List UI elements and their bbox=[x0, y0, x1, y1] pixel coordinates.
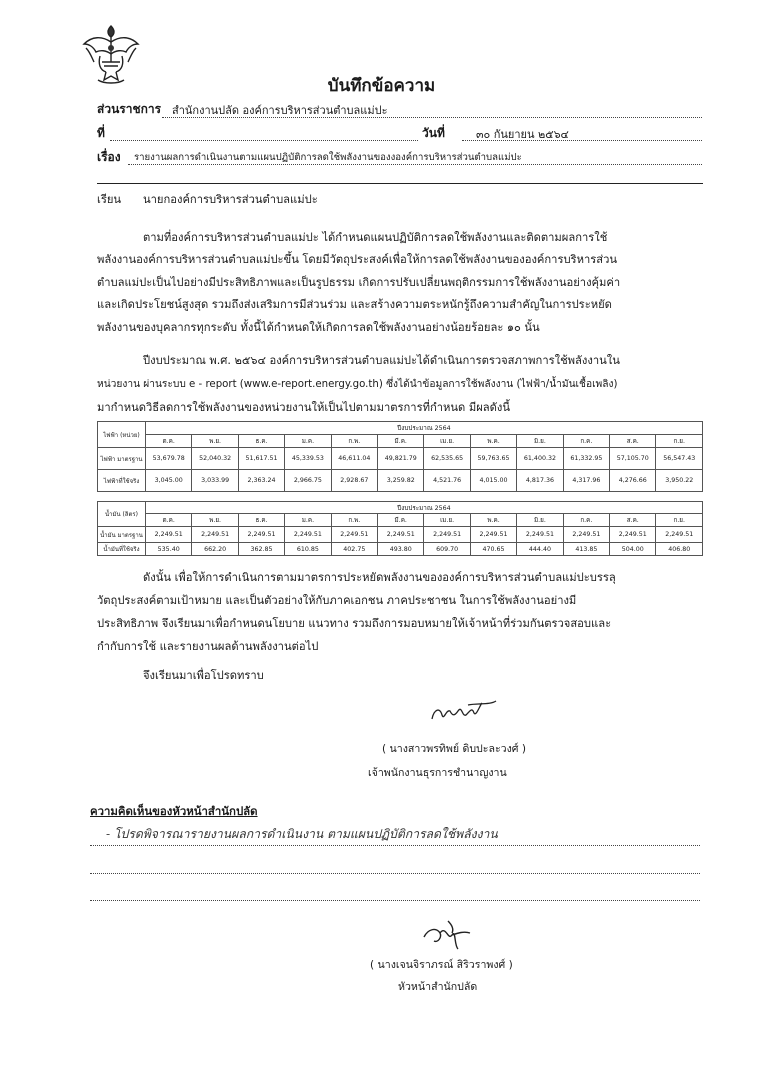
ref-label: ที่ bbox=[97, 126, 105, 140]
paragraph1-line: พลังงานของบุคลากรทุกระดับ ทั้งนี้ได้กำหนดให้เกิดการลดใช้พลังงานอย่างน้อยร้อยละ ๑๐ นั้น bbox=[97, 321, 540, 334]
month-header: มิ.ย. bbox=[517, 435, 563, 448]
paragraph2-line: หน่วยงาน ผ่านระบบ e - report (www.e-report.energy.go.th) ซึ่งได้นำข้อมูลการใช้พลังงาน (ไฟฟ้า/น้ำมันเชื้อเพลิง) bbox=[97, 379, 618, 390]
table-cell: 406.80 bbox=[656, 543, 703, 556]
opinion-heading: ความคิดเห็นของหัวหน้าสำนักปลัด bbox=[90, 804, 258, 818]
agency-label: ส่วนราชการ bbox=[97, 102, 162, 116]
month-header: ส.ค. bbox=[610, 435, 656, 448]
table-cell: 3,045.00 bbox=[146, 470, 192, 492]
salutation-value: นายกองค์การบริหารส่วนตำบลแม่ปะ bbox=[143, 193, 318, 206]
date-label: วันที่ bbox=[422, 126, 445, 140]
month-header: ธ.ค. bbox=[238, 514, 284, 527]
month-header: พ.ค. bbox=[470, 435, 516, 448]
ref-dotline bbox=[110, 140, 418, 141]
table-row bbox=[98, 470, 703, 492]
paragraph1-line: ตามที่องค์การบริหารส่วนตำบลแม่ปะ ได้กำหนดแผนปฏิบัติการลดใช้พลังงานและติดตามผลการใช้ bbox=[143, 231, 608, 244]
signer1-name: ( นางสาวพรทิพย์ ดิบปะละวงศ์ ) bbox=[382, 743, 526, 755]
table-cell: 61,332.95 bbox=[563, 448, 609, 470]
table-cell: 2,249.51 bbox=[331, 527, 377, 543]
opinion-dotline bbox=[90, 900, 700, 901]
month-header: ก.ค. bbox=[563, 514, 609, 527]
table-cell: 2,966.75 bbox=[285, 470, 331, 492]
month-header: ธ.ค. bbox=[238, 435, 284, 448]
table-cell: 504.00 bbox=[610, 543, 656, 556]
signer2-position: หัวหน้าสำนักปลัด bbox=[398, 981, 478, 993]
table-cell: 51,617.51 bbox=[238, 448, 284, 470]
table-cell: 493.80 bbox=[378, 543, 424, 556]
opinion-handwritten: - โปรดพิจารณารายงานผลการดำเนินงาน ตามแผนปฏิบัติการลดใช้พลังงาน bbox=[106, 827, 498, 841]
table-cell: 2,249.51 bbox=[656, 527, 703, 543]
month-header: มี.ค. bbox=[378, 514, 424, 527]
table-cell: 662.20 bbox=[192, 543, 238, 556]
table-cell: 4,317.96 bbox=[563, 470, 609, 492]
signer2-name: ( นางเจนจิราภรณ์ สิริวราพงศ์ ) bbox=[370, 959, 513, 971]
table-cell: 2,249.51 bbox=[424, 527, 470, 543]
month-header: พ.ย. bbox=[192, 514, 238, 527]
paragraph3-line: กำกับการใช้ และรายงานผลด้านพลังงานต่อไป bbox=[97, 640, 319, 653]
table-row bbox=[98, 448, 703, 470]
month-header: พ.ค. bbox=[470, 514, 516, 527]
month-header: ก.ย. bbox=[656, 435, 703, 448]
salutation-label: เรียน bbox=[97, 193, 122, 206]
table-cell: 610.85 bbox=[285, 543, 331, 556]
table-corner: น้ำมัน (ลิตร) bbox=[98, 502, 146, 527]
paragraph1-line: พลังงานองค์การบริหารส่วนตำบลแม่ปะขึ้น โดยมีวัตถุประสงค์เพื่อให้การลดใช้พลังงานขององค์การบริหารส่วน bbox=[97, 253, 617, 266]
table-cell: 402.75 bbox=[331, 543, 377, 556]
table-cell: 3,950.22 bbox=[656, 470, 703, 492]
month-header: มิ.ย. bbox=[517, 514, 563, 527]
month-header: ก.ค. bbox=[563, 435, 609, 448]
date-dotline bbox=[462, 140, 702, 141]
table-corner: ไฟฟ้า (หน่วย) bbox=[98, 422, 146, 448]
table-cell: 61,400.32 bbox=[517, 448, 563, 470]
month-header: ม.ค. bbox=[285, 435, 331, 448]
month-header: เม.ย. bbox=[424, 435, 470, 448]
table-cell: 2,249.51 bbox=[192, 527, 238, 543]
paragraph2-line: ปีงบประมาณ พ.ศ. ๒๕๖๔ องค์การบริหารส่วนตำบลแม่ปะได้ดำเนินการตรวจสภาพการใช้พลังงานใน bbox=[143, 354, 620, 367]
closing-line: จึงเรียนมาเพื่อโปรดทราบ bbox=[143, 669, 264, 682]
paragraph3-line: ดังนั้น เพื่อให้การดำเนินการตามมาตรการประหยัดพลังงานขององค์การบริหารส่วนตำบลแม่ปะบรรลุ bbox=[143, 571, 616, 584]
table-cell: 4,521.76 bbox=[424, 470, 470, 492]
agency-dotline bbox=[162, 117, 702, 118]
signer1-position: เจ้าพนักงานธุรการชำนาญงาน bbox=[368, 767, 507, 779]
signature-1 bbox=[428, 697, 500, 727]
table-cell: 2,249.51 bbox=[517, 527, 563, 543]
table-cell: 52,040.32 bbox=[192, 448, 238, 470]
table-cell: 609.70 bbox=[424, 543, 470, 556]
table-cell: 62,535.65 bbox=[424, 448, 470, 470]
table-cell: 2,249.51 bbox=[610, 527, 656, 543]
table-year-header: ปีงบประมาณ 2564 bbox=[146, 502, 703, 514]
table-cell: 2,249.51 bbox=[378, 527, 424, 543]
table-cell: 46,611.04 bbox=[331, 448, 377, 470]
table-row bbox=[98, 527, 703, 543]
month-header: มี.ค. bbox=[378, 435, 424, 448]
subject-value: รายงานผลการดำเนินงานตามแผนปฏิบัติการลดใช้พลังงานของงองค์การบริหารส่วนตำบลแม่ปะ bbox=[134, 152, 522, 163]
month-header: ก.ย. bbox=[656, 514, 703, 527]
row-label: ไฟฟ้าที่ใช้จริง bbox=[98, 470, 146, 492]
table-cell: 57,105.70 bbox=[610, 448, 656, 470]
table-cell: 3,033.99 bbox=[192, 470, 238, 492]
opinion-dotline bbox=[90, 873, 700, 874]
table-cell: 3,259.82 bbox=[378, 470, 424, 492]
table-cell: 470.65 bbox=[470, 543, 516, 556]
electric-usage-table bbox=[97, 421, 703, 492]
agency-value: สำนักงานปลัด องค์การบริหารส่วนตำบลแม่ปะ bbox=[172, 104, 388, 117]
table-cell: 49,821.79 bbox=[378, 448, 424, 470]
table-cell: 56,547.43 bbox=[656, 448, 703, 470]
table-cell: 2,249.51 bbox=[470, 527, 516, 543]
memo-title: บันทึกข้อความ bbox=[327, 76, 436, 96]
month-header: ก.พ. bbox=[331, 514, 377, 527]
fuel-usage-table bbox=[97, 501, 703, 556]
table-cell: 2,249.51 bbox=[238, 527, 284, 543]
table-cell: 2,249.51 bbox=[146, 527, 192, 543]
paragraph1-line: และเกิดประโยชน์สูงสุด รวมถึงส่งเสริมการมีส่วนร่วม และสร้างความตระหนักรู้ถึงความสำคัญในการประหยัด bbox=[97, 298, 612, 311]
table-cell: 413.85 bbox=[563, 543, 609, 556]
month-header: เม.ย. bbox=[424, 514, 470, 527]
table-cell: 4,276.66 bbox=[610, 470, 656, 492]
month-header: ต.ค. bbox=[146, 435, 192, 448]
month-header: พ.ย. bbox=[192, 435, 238, 448]
table-row bbox=[98, 543, 703, 556]
month-header: ต.ค. bbox=[146, 514, 192, 527]
table-cell: 444.40 bbox=[517, 543, 563, 556]
row-label: น้ำมัน มาตรฐาน bbox=[98, 527, 146, 543]
paragraph3-line: วัตถุประสงค์ตามเป้าหมาย และเป็นตัวอย่างให้กับภาคเอกชน ภาคประชาชน ในการใช้พลังงานอย่างมี bbox=[97, 594, 577, 607]
table-cell: 2,249.51 bbox=[285, 527, 331, 543]
paragraph1-line: ตำบลแม่ปะเป็นไปอย่างมีประสิทธิภาพและเป็นรูปธรรม เกิดการปรับเปลี่ยนพฤติกรรมการใช้พลังงานอย่างคุ้มค่า bbox=[97, 276, 621, 289]
table-cell: 2,249.51 bbox=[563, 527, 609, 543]
table-cell: 45,339.53 bbox=[285, 448, 331, 470]
table-cell: 59,763.65 bbox=[470, 448, 516, 470]
table-cell: 4,817.36 bbox=[517, 470, 563, 492]
table-cell: 535.40 bbox=[146, 543, 192, 556]
table-year-header: ปีงบประมาณ 2564 bbox=[146, 422, 703, 435]
paragraph3-line: ประสิทธิภาพ จึงเรียนมาเพื่อกำหนดนโยบาย แนวทาง รวมถึงการมอบหมายให้เจ้าหน้าที่ร่วมกันตรวจสอบและ bbox=[97, 617, 612, 630]
table-cell: 362.85 bbox=[238, 543, 284, 556]
table-cell: 2,928.67 bbox=[331, 470, 377, 492]
subject-dotline bbox=[128, 164, 702, 165]
month-header: ส.ค. bbox=[610, 514, 656, 527]
row-label: น้ำมันที่ใช้จริง bbox=[98, 543, 146, 556]
table-cell: 4,015.00 bbox=[470, 470, 516, 492]
paragraph2-line: มากำหนดวิธีลดการใช้พลังงานของหน่วยงานให้เป็นไปตามมาตรการที่กำหนด มีผลดังนี้ bbox=[97, 401, 511, 414]
signature-2 bbox=[418, 915, 478, 953]
date-value: ๓๐ กันยายน ๒๕๖๔ bbox=[476, 128, 569, 141]
subject-label: เรื่อง bbox=[97, 150, 121, 164]
table-cell: 2,363.24 bbox=[238, 470, 284, 492]
table-cell: 53,679.78 bbox=[146, 448, 192, 470]
opinion-dotline bbox=[90, 845, 700, 846]
header-rule bbox=[97, 183, 703, 184]
row-label: ไฟฟ้า มาตรฐาน bbox=[98, 448, 146, 470]
month-header: ก.พ. bbox=[331, 435, 377, 448]
month-header: ม.ค. bbox=[285, 514, 331, 527]
